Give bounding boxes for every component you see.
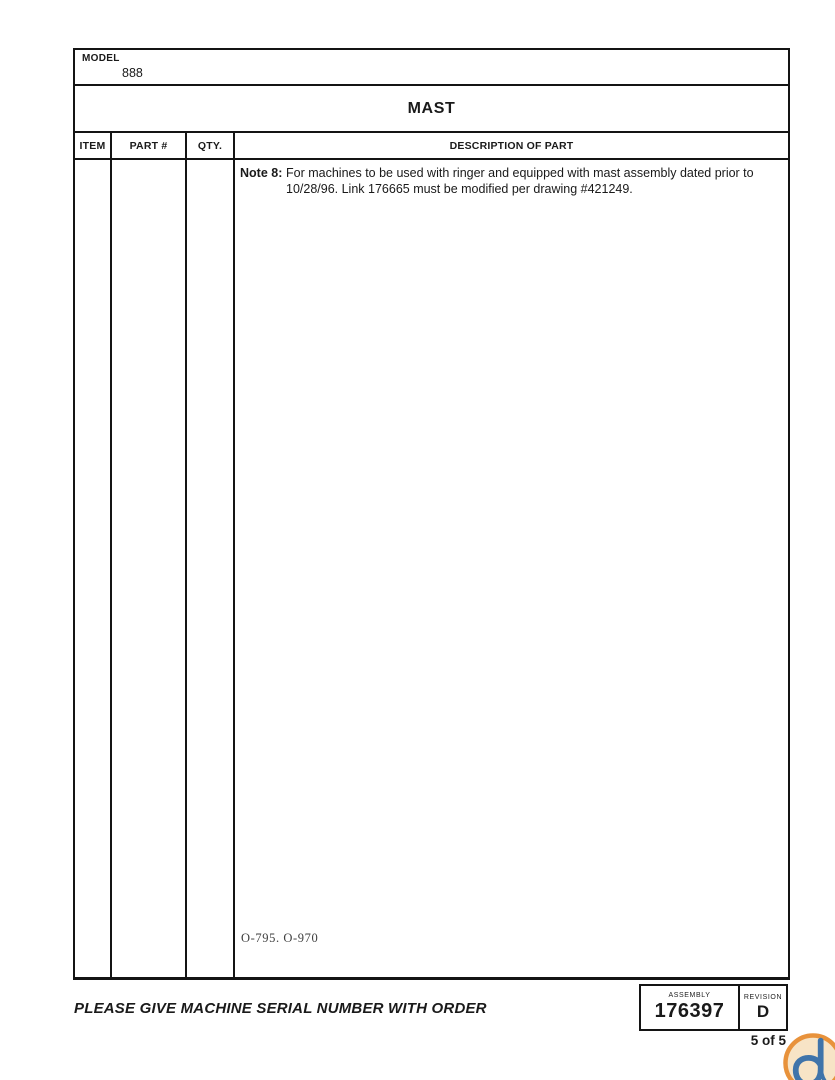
column-header-part: PART # bbox=[112, 133, 187, 158]
page-title: MAST bbox=[407, 99, 456, 117]
item-cell bbox=[75, 160, 112, 977]
table-header-row bbox=[75, 133, 788, 160]
model-label: MODEL bbox=[82, 53, 120, 64]
qty-cell bbox=[187, 160, 235, 977]
parts-table bbox=[73, 48, 790, 980]
note-block bbox=[240, 165, 782, 197]
assembly-number: 176397 bbox=[654, 1000, 725, 1022]
page-indicator: 5 of 5 bbox=[750, 1033, 786, 1048]
assembly-label: ASSEMBLY bbox=[668, 992, 711, 999]
model-value: 888 bbox=[122, 66, 143, 80]
description-cell bbox=[235, 160, 788, 977]
revision-value: D bbox=[756, 1001, 770, 1021]
table-body-row bbox=[75, 160, 788, 977]
revision-label: REVISION bbox=[743, 993, 783, 1001]
assembly-cell bbox=[641, 986, 740, 1029]
column-header-description: DESCRIPTION OF PART bbox=[449, 139, 574, 152]
model-row bbox=[75, 50, 788, 86]
column-header-qty: QTY. bbox=[187, 133, 235, 158]
revision-cell bbox=[740, 986, 786, 1029]
serial-number-notice: PLEASE GIVE MACHINE SERIAL NUMBER WITH ORDER bbox=[74, 1000, 487, 1017]
note-label: Note 8: bbox=[240, 166, 283, 180]
note-text: For machines to be used with ringer and equipped with mast assembly dated prior to 10/28/96. Link 176665 must be modified per drawing #421249. bbox=[286, 166, 754, 196]
title-row bbox=[75, 86, 788, 133]
part-number-cell bbox=[112, 160, 187, 977]
column-header-item: ITEM bbox=[75, 133, 112, 158]
crane-network-logo-icon bbox=[781, 1031, 835, 1080]
reference-note: O-795. O-970 bbox=[241, 931, 319, 945]
assembly-revision-box bbox=[639, 984, 788, 1031]
